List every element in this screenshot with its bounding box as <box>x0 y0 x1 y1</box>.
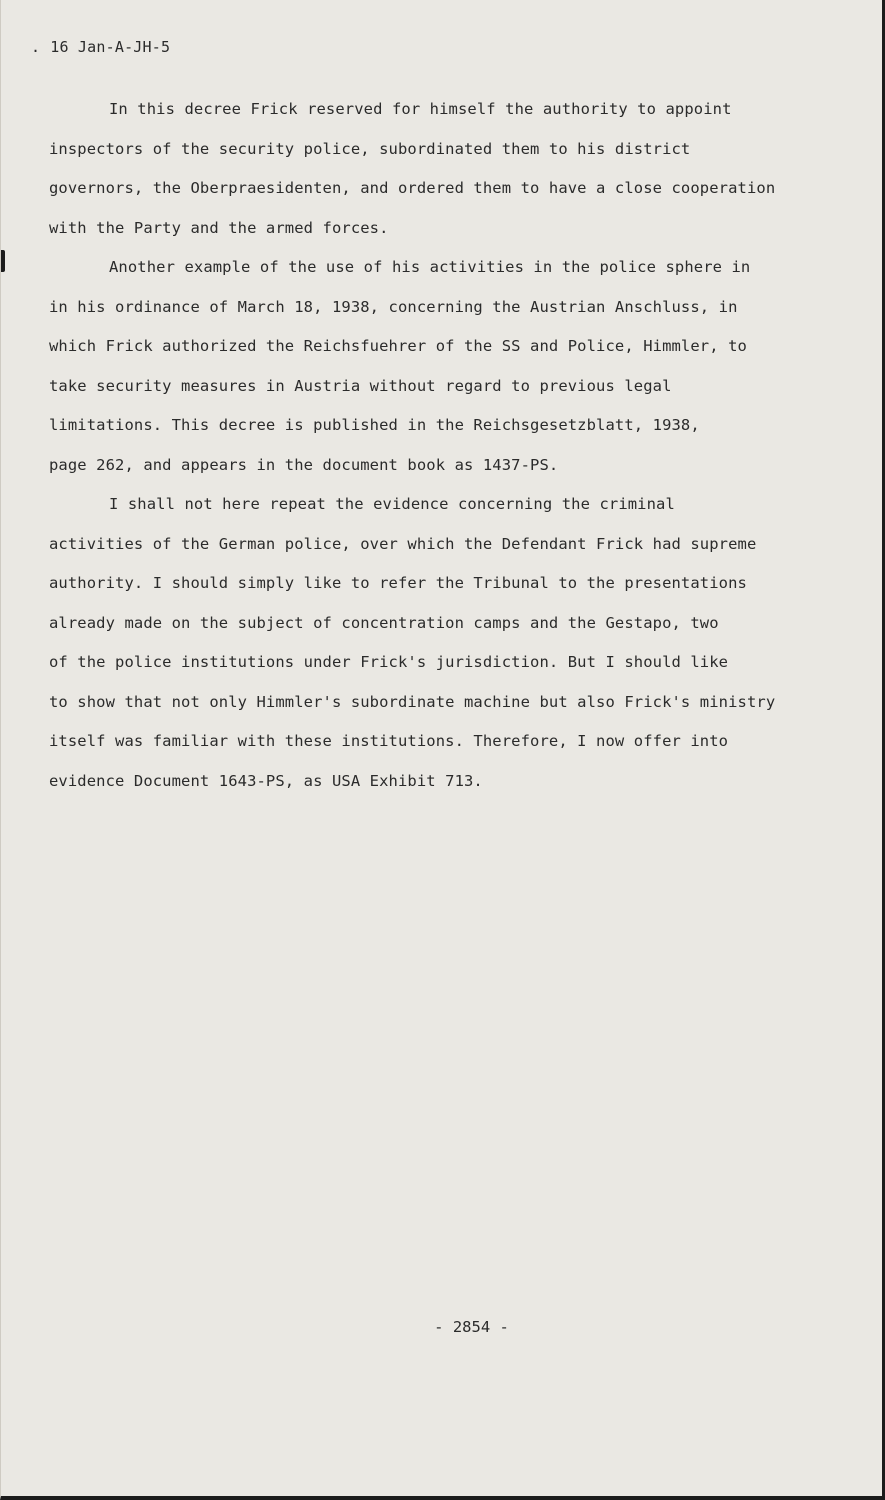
text-line: limitations. This decree is published in the Reichsgesetzblatt, 1938, <box>49 416 700 434</box>
text-line: activities of the German police, over which the Defendant Frick had supreme <box>49 534 757 553</box>
page-number: - 2854 - <box>434 1318 509 1336</box>
text-line: evidence Document 1643-PS, as USA Exhibit 713. <box>49 771 483 790</box>
text-line: Another example of the use of his activities in the police sphere in <box>109 258 751 276</box>
text-line: take security measures in Austria without regard to previous legal <box>49 376 672 395</box>
text-line: which Frick authorized the Reichsfuehrer of the SS and Police, Himmler, to <box>49 337 747 355</box>
text-line: page 262, and appears in the document book as 1437-PS. <box>49 455 559 474</box>
text-line: of the police institutions under Frick's jurisdiction. But I should like <box>49 653 729 671</box>
text-line: In this decree Frick reserved for himself the authority to appoint <box>109 100 732 118</box>
page-header <box>31 38 170 56</box>
binding-edge-mark <box>1 250 5 272</box>
text-line: authority. I should simply like to refer the Tribunal to the presentations <box>49 574 747 592</box>
text-line: governors, the Oberpraesidenten, and ordered them to have a close cooperation <box>49 179 776 197</box>
document-body <box>49 90 819 801</box>
text-line: inspectors of the security police, subordinated them to his district <box>49 139 691 158</box>
text-line: itself was familiar with these institutions. Therefore, I now offer into <box>49 732 729 750</box>
header-bullet: . <box>31 38 41 56</box>
text-line: to show that not only Himmler's subordinate machine but also Frick's ministry <box>49 692 776 711</box>
text-line: I shall not here repeat the evidence concerning the criminal <box>109 495 675 513</box>
text-line: with the Party and the armed forces. <box>49 218 389 237</box>
header-reference: 16 Jan-A-JH-5 <box>50 38 171 56</box>
text-line: already made on the subject of concentration camps and the Gestapo, two <box>49 613 719 632</box>
text-line: in his ordinance of March 18, 1938, concerning the Austrian Anschluss, in <box>49 297 738 316</box>
